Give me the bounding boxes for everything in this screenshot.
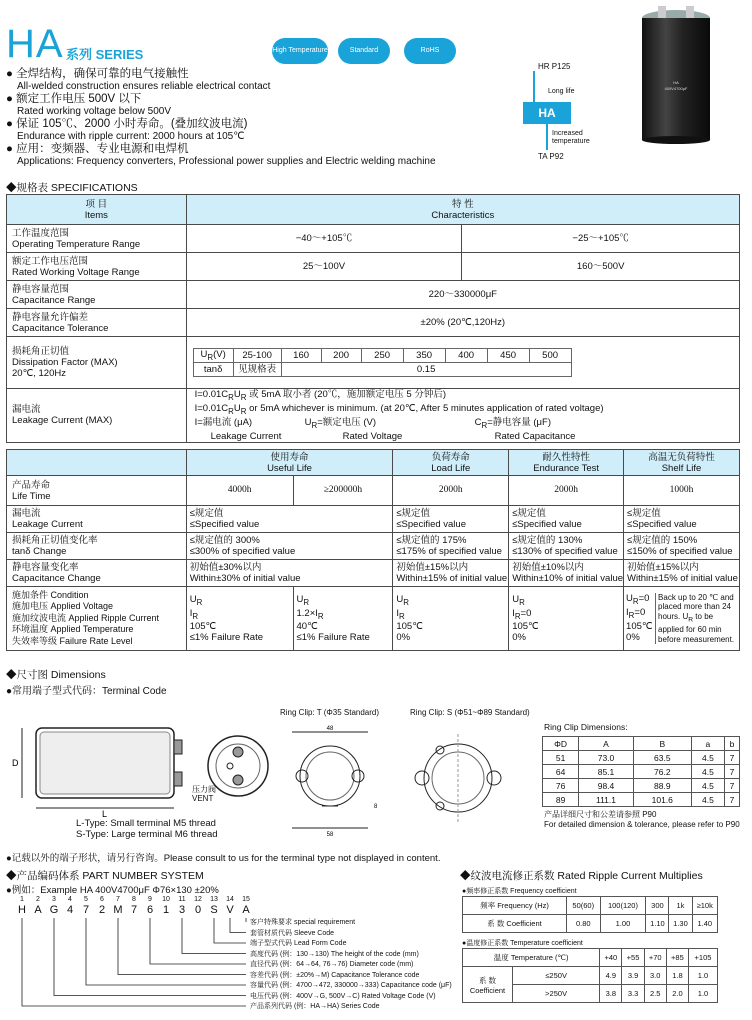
- pn-char: A: [242, 904, 250, 916]
- ring-clip-table: ΦD A B a b 51 73.0 63.5 4.5 7 64 85.1 76.2 4.5 7 76 98.4 88.9 4.5 7 89 111.1 101.6 4.5 7: [542, 736, 740, 807]
- pn-index: 10: [162, 896, 170, 903]
- freq-title: ●频率修正系数 Frequency coefficient: [462, 888, 577, 895]
- pn-index: 15: [242, 896, 250, 903]
- pn-char: M: [113, 904, 123, 916]
- pn-label: 容差代码 (例：±20%→M) Capacitance Tolerance code: [250, 971, 420, 979]
- pn-char: 3: [178, 904, 186, 916]
- freq-table: 频率 Frequency (Hz) 50(60) 100(120) 300 1k ≥10k 系 数 Coefficient 0.80 1.00 1.10 1.30 1.40: [462, 896, 718, 933]
- ringT-title: Ring Clip: T (Φ35 Standard): [280, 708, 380, 717]
- pn-char-row: [14, 904, 254, 916]
- pn-index: 5: [84, 896, 88, 903]
- spec-table: 项 目 Items 特 性 Characteristics 工作温度范围 Operating Temperature Range −40～+105℃ −25～+105℃ 额定工作电压范围 Rated Working Voltage Range 25～100V 160～500V 静电容量范围 Capacitance Range 220～330000μF 静电容量允许偏差 Capacitance Tolerance ±20% (20℃,120Hz) 损耗角正切值 Dissipation Factor (MAX) 20℃, 120Hz $U_R(V)$ 25-100 160 200 250 350 400 450 500 tanδ 见规格表 0.15 漏电流 Leakage Current (MAX) $I=0.01C_RU_R$ 或 5mA 取小者 (20℃，施加额定电压 5 分钟后) $I=0.01C_RU_R$ or 5mA whichever is minimum. (at 20℃, After 5 minutes application of rated voltage) I=漏电流 (μA) $U_R=$额定电压 (V) $C_R=$静电容量 (μF) Leakage Current Rated Voltage Rated Capacitance: [6, 194, 740, 443]
- badge-rohs: RoHS: [404, 38, 456, 64]
- pn-index: 7: [116, 896, 120, 903]
- pn-label: 直径代码 (例：64→64, 76→76) Diameter code (mm): [250, 961, 414, 968]
- badge-high-temp: High Temperature: [272, 38, 328, 64]
- pn-char: 6: [146, 904, 154, 916]
- pn-leader: [150, 918, 246, 964]
- temp-title: ●温度修正系数 Temperature coefficient: [462, 940, 583, 947]
- pn-example: ●例如：Example HA 400V4700μF Φ76×130 ±20%: [6, 885, 219, 896]
- family-ha: HA: [523, 102, 571, 124]
- pn-char: 1: [162, 904, 170, 916]
- life-table: 使用寿命 Useful Life 负荷寿命 Load Life 耐久性特性 Endurance Test 高温无负荷特性 Shelf Life 产品寿命 Life Time 4000h ≥200000h 2000h 2000h 1000h 漏电流 Leakage Current ≤规定值 ≤Specified value ≤规定值 ≤Specified value ≤规定值 ≤Specified value ≤规定值 ≤Specified value 损耗角正切值变化率 tanδ Change ≤规定值的 300% ≤300% of specified value ≤规定值的 175% ≤175% of specified value ≤规定值的 130% ≤130% of specified value ≤规定值的 150% ≤150% of specified value 静电容量变化率 Capacitance Change 初始值±30%以内 Within±30% of initial value 初始值±15%以内 Within±15% of initial value 初始值±10%以内 Within±10% of initial value 初始值±15%以内 Within±15% of initial value 施加条件 Condition 施加电压 Applied Voltage 施加纹波电流 Applied Ripple Current 环境温度 Applied Temperature 失效率等级 Failure Rate Level $U_R$ $I_R$ 105℃ ≤1% Failure Rate $U_R$ $1.2\times I_R$ 40℃ ≤1% Failure Rate $U_R$ $I_R$ 105℃ 0% $U_R$ $I_R=0$ 105℃ 0% $U_R=0$ $I_R=0$ 105℃ 0% Back up to 20 ℃ and placed more than 24 hours. $U_R$ to be applied for 60 min before measurement.: [6, 449, 740, 651]
- pn-leader: [230, 918, 246, 933]
- svg-text:48: 48: [326, 726, 334, 732]
- pn-leader: [22, 918, 246, 1006]
- pn-section-title: ◆产品编码体系 PART NUMBER SYSTEM: [6, 870, 204, 882]
- df-table: $U_R(V)$ 25-100 160 200 250 350 400 450 500 tanδ 见规格表 0.15: [193, 348, 572, 378]
- dims-sub: ●常用端子型式代码：Terminal Code: [6, 686, 167, 697]
- side-view-drawing: [10, 718, 270, 818]
- pn-label: 电压代码 (例：400V→G, 500V→C) Rated Voltage Code (V): [250, 992, 436, 1000]
- pn-index: 9: [148, 896, 152, 903]
- leak-line2: $I=0.01C_RU_R$ or 5mA whichever is minimum. (at 20℃, After 5 minutes application of rated voltage): [194, 402, 604, 416]
- series-title: HA: [6, 22, 64, 66]
- pn-label: 端子型式代码 Lead Form Code: [250, 940, 347, 947]
- pn-label: 容量代码 (例：4700→472, 330000→333) Capacitance code (μF): [250, 982, 452, 989]
- pn-char: 7: [130, 904, 138, 916]
- pn-index: 6: [100, 896, 104, 903]
- family-arrow-up: [533, 71, 535, 103]
- pn-label: 套管材质代码 Sleeve Code: [250, 929, 335, 937]
- family-long: Long life: [548, 88, 575, 95]
- feature-list: ● 全焊结构，确保可靠的电气接触性 All-welded construction ensures reliable electrical contact ● 额定工作电压 500V 以下 Rated working voltage below 500V ● 保证 105℃、2000 小时寿命。(叠加纹波电流) Endurance with ripple current: 2000 hours at 105℃ ● 应用：变频器、专业电源和电焊机 Applications: Frequency converters, Professional power supplies and Electric welding machine: [6, 68, 436, 167]
- svg-text:L: L: [102, 809, 108, 818]
- pn-char: 7: [82, 904, 90, 916]
- vent-label: 压力阀 VENT: [192, 785, 216, 803]
- dims-section-title: ◆尺寸图 Dimensions: [6, 669, 106, 681]
- pn-index: 1: [20, 896, 24, 903]
- h-items: 项 目 Items: [7, 195, 187, 225]
- svg-text:400V4700μF: 400V4700μF: [664, 86, 688, 91]
- pn-char: H: [18, 904, 26, 916]
- pn-char: 0: [194, 904, 202, 916]
- pn-index: 14: [226, 896, 234, 903]
- pn-index: 11: [178, 896, 186, 903]
- family-bottom: TA P92: [538, 152, 564, 161]
- pn-char: S: [210, 904, 218, 916]
- temp-table: 温度 Temperature (℃) +40 +55 +70 +85 +105 系 数 Coefficient ≤250V 4.9 3.9 3.0 1.8 1.0 >250V 3.8 3.3 2.5 2.0 1.0: [462, 948, 718, 1003]
- svg-text:HA: HA: [673, 80, 679, 85]
- ringS-title: Ring Clip: S (Φ51~Φ89 Standard): [410, 708, 530, 717]
- pn-index: 3: [52, 896, 56, 903]
- pn-index: 12: [194, 896, 202, 903]
- family-inc: Increased temperature: [552, 130, 590, 145]
- family-arrow-down: [546, 124, 548, 150]
- spec-section-title: ◆规格表 SPECIFICATIONS: [6, 182, 138, 194]
- h-char: 特 性 Characteristics: [186, 195, 739, 225]
- leak-line1: $I=0.01C_RU_R$ 或 5mA 取小者 (20℃，施加额定电压 5 分钟后): [194, 389, 446, 402]
- pn-index: 2: [36, 896, 40, 903]
- capacitor-photo: [622, 4, 730, 144]
- pn-label: 产品系列代码 (例：HA→HA) Series Code: [250, 1003, 380, 1010]
- pn-char: 4: [66, 904, 74, 916]
- pn-index: 8: [132, 896, 136, 903]
- badge-standard: Standard: [338, 38, 390, 64]
- pn-index-row: [14, 896, 254, 903]
- svg-text:D: D: [12, 758, 19, 768]
- svg-text:8: 8: [374, 804, 378, 810]
- pn-char: 2: [98, 904, 106, 916]
- pn-char: V: [226, 904, 234, 916]
- family-top: HR P125: [538, 62, 571, 71]
- pn-char: A: [34, 904, 42, 916]
- svg-text:58: 58: [326, 832, 334, 838]
- ringS-drawing: [406, 720, 516, 838]
- pn-index: 13: [210, 896, 218, 903]
- pn-char: G: [49, 904, 59, 916]
- series-subtitle: 系列 SERIES: [66, 47, 144, 62]
- ringT-drawing: [282, 720, 382, 838]
- pn-leader: [86, 918, 246, 985]
- consult-note: ●记载以外的端子形状，请另行咨询。Please consult to us for the terminal type not displayed in content.: [6, 853, 441, 864]
- pn-index: 4: [68, 896, 72, 903]
- rc-title: Ring Clip Dimensions:: [544, 722, 628, 732]
- pn-label: 高度代码 (例：130→130) The height of the code (mm): [250, 950, 419, 958]
- terminal-types: L-Type: Small terminal M5 thread S-Type: Large terminal M6 thread: [76, 818, 218, 840]
- rc-note: 产品详细尺寸和公差请参照 P90 For detailed dimension & tolerance, please refer to P90: [544, 810, 740, 829]
- ripple-section-title: ◆纹波电流修正系数 Rated Ripple Current Multiplies: [460, 870, 703, 882]
- pn-label: 客户特殊要求 special requirement: [250, 919, 356, 926]
